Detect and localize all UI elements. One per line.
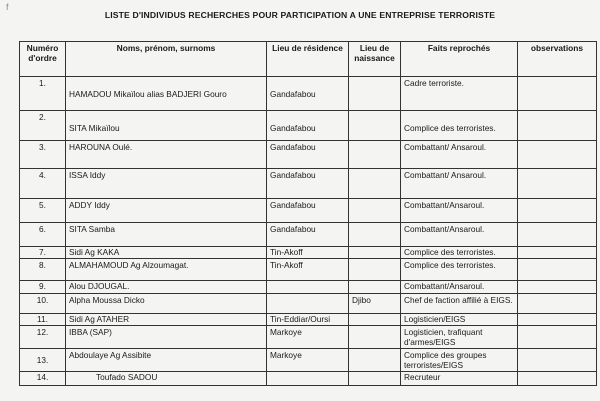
cell-residence: Gandafabou [267, 169, 349, 199]
cell-name: HAMADOU Mikaïlou alias BADJERI Gouro [66, 77, 267, 111]
cell-residence [267, 294, 349, 314]
cell-notes [518, 326, 597, 349]
cell-birth [349, 199, 401, 223]
cell-num: 8. [20, 259, 66, 281]
cell-num: 2. [20, 111, 66, 141]
cell-notes [518, 372, 597, 386]
cell-notes [518, 111, 597, 141]
table-row [20, 111, 597, 141]
cell-notes [518, 77, 597, 111]
cell-residence: Tin-Akoff [267, 247, 349, 259]
cell-notes [518, 314, 597, 326]
cell-notes [518, 294, 597, 314]
cell-birth [349, 247, 401, 259]
cell-name: SITA Mikaïlou [66, 111, 267, 141]
cell-birth [349, 372, 401, 386]
cell-name: Alou DJOUGAL. [66, 281, 267, 294]
cell-name: Sidi Ag ATAHER [66, 314, 267, 326]
cell-facts: Combattant/ Ansaroul. [401, 141, 518, 169]
cell-birth: Djibo [349, 294, 401, 314]
cell-name: IBBA (SAP) [66, 326, 267, 349]
table-row [20, 372, 597, 386]
cell-facts: Complice des terroristes. [401, 259, 518, 281]
cell-residence: Gandafabou [267, 77, 349, 111]
table-row [20, 77, 597, 111]
wanted-list-table [19, 41, 597, 386]
cell-residence: Tin-Akoff [267, 259, 349, 281]
cell-facts: Complice des terroristes. [401, 247, 518, 259]
page-mark: f [6, 2, 9, 12]
table-body [20, 77, 597, 386]
cell-name: Abdoulaye Ag Assibite [66, 349, 267, 372]
cell-notes [518, 223, 597, 247]
cell-num: 11. [20, 314, 66, 326]
cell-birth [349, 111, 401, 141]
cell-num: 12. [20, 326, 66, 349]
cell-facts: Logisticien, trafiquant d'armes/EIGS [401, 326, 518, 349]
cell-facts: Combattant/Ansaroul. [401, 223, 518, 247]
table-row [20, 223, 597, 247]
document-title: LISTE D'INDIVIDUS RECHERCHES POUR PARTICIPATION A UNE ENTREPRISE TERRORISTE [104, 10, 496, 20]
cell-facts: Complice des groupes terroristes/EIGS [401, 349, 518, 372]
cell-facts: Cadre terroriste. [401, 77, 518, 111]
col-header-facts: Faits reprochés [401, 42, 518, 77]
cell-name: Toufado SADOU [66, 372, 267, 386]
cell-residence: Markoye [267, 326, 349, 349]
cell-residence: Tin-Eddiar/Oursi [267, 314, 349, 326]
cell-residence [267, 281, 349, 294]
cell-birth [349, 169, 401, 199]
cell-birth [349, 223, 401, 247]
cell-num: 9. [20, 281, 66, 294]
cell-notes [518, 259, 597, 281]
col-header-num: Numéro d'ordre [20, 42, 66, 77]
cell-num: 3. [20, 141, 66, 169]
cell-facts: Combattant/Ansaroul. [401, 281, 518, 294]
cell-num: 7. [20, 247, 66, 259]
cell-residence: Gandafabou [267, 199, 349, 223]
cell-birth [349, 141, 401, 169]
cell-birth [349, 77, 401, 111]
cell-num: 13. [20, 349, 66, 372]
cell-birth [349, 349, 401, 372]
cell-name: HAROUNA Oulé. [66, 141, 267, 169]
cell-notes [518, 169, 597, 199]
cell-birth [349, 259, 401, 281]
cell-facts: Combattant/ Ansaroul. [401, 169, 518, 199]
cell-residence [267, 372, 349, 386]
table-row [20, 349, 597, 372]
cell-birth [349, 326, 401, 349]
cell-facts: Logisticien/EIGS [401, 314, 518, 326]
cell-num: 1. [20, 77, 66, 111]
cell-birth [349, 281, 401, 294]
cell-name: Alpha Moussa Dicko [66, 294, 267, 314]
table-row [20, 247, 597, 259]
cell-facts: Complice des terroristes. [401, 111, 518, 141]
header-row [20, 42, 597, 77]
cell-notes [518, 141, 597, 169]
cell-birth [349, 314, 401, 326]
table-row [20, 199, 597, 223]
table-row [20, 141, 597, 169]
cell-num: 5. [20, 199, 66, 223]
table-row [20, 169, 597, 199]
cell-residence: Gandafabou [267, 141, 349, 169]
cell-name: Sidi Ag KAKA [66, 247, 267, 259]
cell-notes [518, 349, 597, 372]
cell-residence: Gandafabou [267, 111, 349, 141]
cell-notes [518, 199, 597, 223]
table-row [20, 281, 597, 294]
cell-notes [518, 281, 597, 294]
cell-num: 4. [20, 169, 66, 199]
cell-facts: Chef de faction affilié à EIGS. [401, 294, 518, 314]
table-row [20, 259, 597, 281]
table-row [20, 326, 597, 349]
col-header-residence: Lieu de résidence [267, 42, 349, 77]
cell-num: 6. [20, 223, 66, 247]
cell-name: SITA Samba [66, 223, 267, 247]
col-header-notes: observations [518, 42, 597, 77]
cell-num: 10. [20, 294, 66, 314]
cell-residence: Gandafabou [267, 223, 349, 247]
cell-name: ISSA Iddy [66, 169, 267, 199]
cell-notes [518, 247, 597, 259]
cell-facts: Recruteur [401, 372, 518, 386]
cell-residence: Markoye [267, 349, 349, 372]
cell-facts: Combattant/Ansaroul. [401, 199, 518, 223]
cell-num: 14. [20, 372, 66, 386]
cell-name: ALMAHAMOUD Ag Alzoumagat. [66, 259, 267, 281]
col-header-birth: Lieu de naissance [349, 42, 401, 77]
table-row [20, 314, 597, 326]
cell-name: ADDY Iddy [66, 199, 267, 223]
col-header-name: Noms, prénom, surnoms [66, 42, 267, 77]
table-row [20, 294, 597, 314]
